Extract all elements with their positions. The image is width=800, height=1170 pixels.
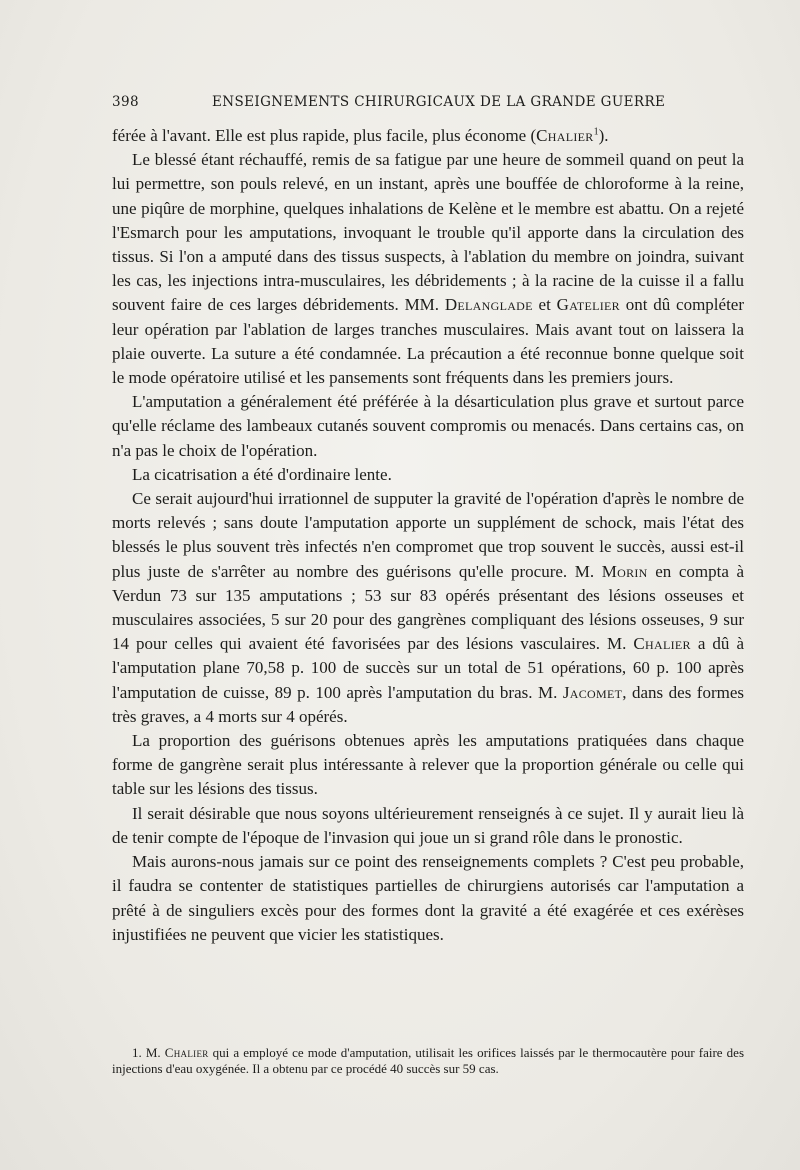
paragraph-7: Il serait désirable que nous soyons ultérieurement renseignés à ce sujet. Il y aurait lieu là de tenir compte de l'époque de l'invasion qui joue un si grand rôle dans le pronostic. — [112, 803, 744, 847]
page-number: 398 — [112, 94, 139, 110]
paragraph-text: ont dû compléter leur opération par l'ablation de larges tranches musculaires. Mais avant tout on laissera la plaie ouverte. La suture a été condamnée. La précaution a été reconnue bonne quelque soit le mode opératoire utilisé et les pansements sont fréquents dans les premiers jours. — [112, 295, 744, 388]
paragraph-text: Ce serait aujourd'hui irrationnel de supputer la gravité de l'opération d'après le nombre de morts relevés ; sans doute l'amputation apporte un supplément de schock, mais l'état des blessés le plus souvent très infectés n'en compromet que trop souvent le succès, aussi est-il plus juste de s'arrêter au nombre des guérisons qu'elle procure. M. — [112, 489, 744, 581]
paragraph-text: , dans des formes très graves, a 4 morts sur 4 opérés. — [112, 682, 745, 726]
body-text — [112, 124, 744, 947]
paragraph-text: en compta à Verdun 73 sur 135 amputations ; 53 sur 83 opérés présentant des lésions osseuses et musculaires associées, 5 sur 20 pour des gangrènes compliquant des lésions osseuses, 9 sur 14 pour celles qui avaient été favorisées par des lésions vasculaires. M. — [112, 561, 744, 654]
footnote-text: qui a employé ce mode d'amputation, utilisait les orifices laissés par le thermocautère pour faire des injections d'eau oxygénée. Il a obtenu par ce procédé 40 succès sur 59 cas. — [112, 1045, 745, 1076]
paragraph-6: La proportion des guérisons obtenues après les amputations pratiquées dans chaque forme de gangrène serait plus intéressante à relever que la proportion générale ou celle qui table sur les lésions des tissus. — [112, 731, 744, 799]
paragraph-text: férée à l'avant. Elle est plus rapide, plus facile, plus économe ( — [112, 126, 537, 145]
author-name: Chalier — [164, 1045, 209, 1060]
author-name: Morin — [601, 561, 648, 581]
author-name: Chalier — [536, 126, 594, 145]
paragraph-text: ). — [598, 126, 609, 145]
footnote-1 — [112, 1045, 744, 1076]
paragraph-text: Le blessé étant réchauffé, remis de sa fatigue par une heure de sommeil quand on peut la lui permettre, son pouls relevé, en un instant, après une bouffée de chloroforme à la reine, une piqûre de morphine, quelques inhalations de Kelène et le membre est abattu. On a rejeté l'Esmarch pour les amputations, invoquant le trouble qu'il apporte dans la circulation des tissus. Si l'on a amputé dans des tissus suspects, à l'ablation du membre on joindra, suivant les cas, les injections intra-musculaires, les débridements ; à la racine de la cuisse il a fallu souvent faire de ces larges débridements. MM. — [112, 150, 744, 315]
paragraph-2 — [112, 148, 744, 390]
paragraph-3: L'amputation a généralement été préférée à la désarticulation plus grave et surtout parce qu'elle réclame des lambeaux cutanés souvent compromis ou menacés. Dans certains cas, on n'a pas le choix de l'opération. — [112, 392, 744, 460]
author-name: Jacomet — [562, 682, 623, 702]
paragraph-8: Mais aurons-nous jamais sur ce point des renseignements complets ? C'est peu probable, il faudra se contenter de statistiques partielles de chirurgiens autorisés car l'amputation a prêté à de singuliers excès pour des formes dont la gravité a été exagérée et ces exérèses injustifiées ne peuvent que vicier les statistiques. — [112, 852, 744, 944]
author-name: Gatelier — [556, 295, 620, 315]
footnote — [112, 1045, 744, 1076]
author-name: Delanglade — [444, 295, 533, 315]
footnote-ref: 1 — [593, 126, 599, 138]
paragraph-text: et — [532, 295, 557, 315]
paragraph-text: a dû à l'amputation plane 70,58 p. 100 de succès sur un total de 51 opérations, 60 p. 100 après l'amputation de cuisse, 89 p. 100 après l'amputation du bras. M. — [112, 634, 745, 702]
author-name: Chalier — [633, 634, 691, 654]
running-title: ENSEIGNEMENTS CHIRURGICAUX DE LA GRANDE GUERRE — [212, 94, 666, 110]
paragraph-1 — [112, 124, 744, 148]
paragraph-5 — [112, 487, 744, 729]
footnote-prefix: 1. M. — [132, 1045, 165, 1060]
paragraph-4: La cicatrisation a été d'ordinaire lente. — [132, 464, 392, 484]
